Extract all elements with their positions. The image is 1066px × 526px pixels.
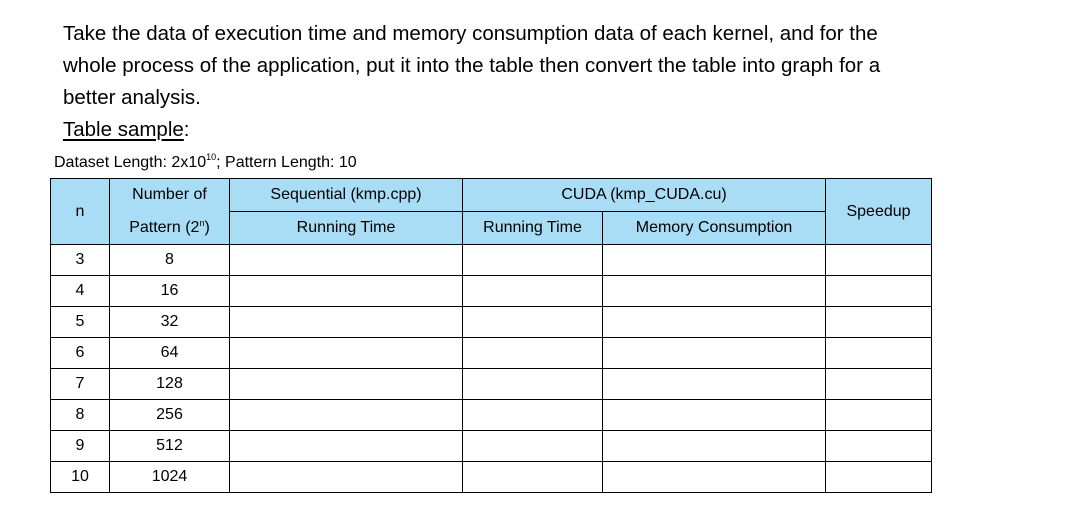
cell-seq-time — [230, 245, 463, 276]
cell-speedup — [826, 431, 932, 462]
cell-memory — [603, 245, 826, 276]
cell-seq-time — [230, 307, 463, 338]
cell-n: 5 — [51, 307, 110, 338]
cell-memory — [603, 276, 826, 307]
cell-patterns: 128 — [110, 369, 230, 400]
cell-patterns: 8 — [110, 245, 230, 276]
results-table — [50, 178, 932, 493]
cell-cuda-time — [463, 276, 603, 307]
table-row — [51, 462, 932, 493]
table-row — [51, 400, 932, 431]
header-sequential: Sequential (kmp.cpp) — [230, 179, 463, 212]
cell-n: 7 — [51, 369, 110, 400]
cell-patterns: 256 — [110, 400, 230, 431]
cell-memory — [603, 462, 826, 493]
header-pattern: Pattern (2$^n$) — [110, 212, 230, 245]
table-sample-label: Table sample — [63, 118, 184, 141]
cell-n: 6 — [51, 338, 110, 369]
header-cuda: CUDA (kmp_CUDA.cu) — [463, 179, 826, 212]
header-seq-running-time: Running Time — [230, 212, 463, 245]
cell-patterns: 32 — [110, 307, 230, 338]
cell-seq-time — [230, 431, 463, 462]
table-row — [51, 307, 932, 338]
header-pattern-exponent: n — [199, 217, 205, 228]
cell-patterns: 1024 — [110, 462, 230, 493]
header-n: n — [51, 179, 110, 245]
cell-seq-time — [230, 276, 463, 307]
paragraph-line: whole process of the application, put it into the table then convert the table into graph for a — [63, 54, 881, 77]
table-row — [51, 431, 932, 462]
cell-seq-time — [230, 462, 463, 493]
instructions-paragraph — [63, 18, 1023, 114]
table-row — [51, 276, 932, 307]
table-row — [51, 338, 932, 369]
pattern-length: ; Pattern Length: 10 — [216, 154, 357, 171]
header-number-of: Number of — [110, 179, 230, 212]
cell-cuda-time — [463, 462, 603, 493]
cell-cuda-time — [463, 369, 603, 400]
dataset-length: Dataset Length: 2x10 — [54, 154, 207, 171]
cell-speedup — [826, 400, 932, 431]
cell-speedup — [826, 307, 932, 338]
paragraph-line: better analysis. — [63, 86, 201, 109]
cell-memory — [603, 400, 826, 431]
header-memory-consumption: Memory Consumption — [603, 212, 826, 245]
cell-patterns: 64 — [110, 338, 230, 369]
cell-seq-time — [230, 400, 463, 431]
dataset-caption — [54, 152, 357, 174]
dataset-exponent: 10 — [206, 152, 217, 162]
table-sample-colon: : — [183, 118, 190, 141]
table-row — [51, 245, 932, 276]
cell-n: 8 — [51, 400, 110, 431]
cell-speedup — [826, 369, 932, 400]
cell-seq-time — [230, 338, 463, 369]
cell-cuda-time — [463, 338, 603, 369]
cell-memory — [603, 431, 826, 462]
cell-n: 9 — [51, 431, 110, 462]
cell-seq-time — [230, 369, 463, 400]
cell-n: 4 — [51, 276, 110, 307]
cell-memory — [603, 369, 826, 400]
table-row — [51, 369, 932, 400]
cell-memory — [603, 338, 826, 369]
cell-n: 10 — [51, 462, 110, 493]
cell-cuda-time — [463, 307, 603, 338]
cell-cuda-time — [463, 400, 603, 431]
cell-cuda-time — [463, 431, 603, 462]
cell-n: 3 — [51, 245, 110, 276]
cell-speedup — [826, 245, 932, 276]
cell-speedup — [826, 276, 932, 307]
header-cuda-running-time: Running Time — [463, 212, 603, 245]
cell-patterns: 16 — [110, 276, 230, 307]
cell-cuda-time — [463, 245, 603, 276]
cell-speedup — [826, 462, 932, 493]
cell-patterns: 512 — [110, 431, 230, 462]
paragraph-line: Take the data of execution time and memory consumption data of each kernel, and for the — [63, 22, 878, 45]
cell-speedup — [826, 338, 932, 369]
table-sample-heading — [63, 114, 190, 146]
cell-memory — [603, 307, 826, 338]
header-speedup: Speedup — [826, 179, 932, 245]
